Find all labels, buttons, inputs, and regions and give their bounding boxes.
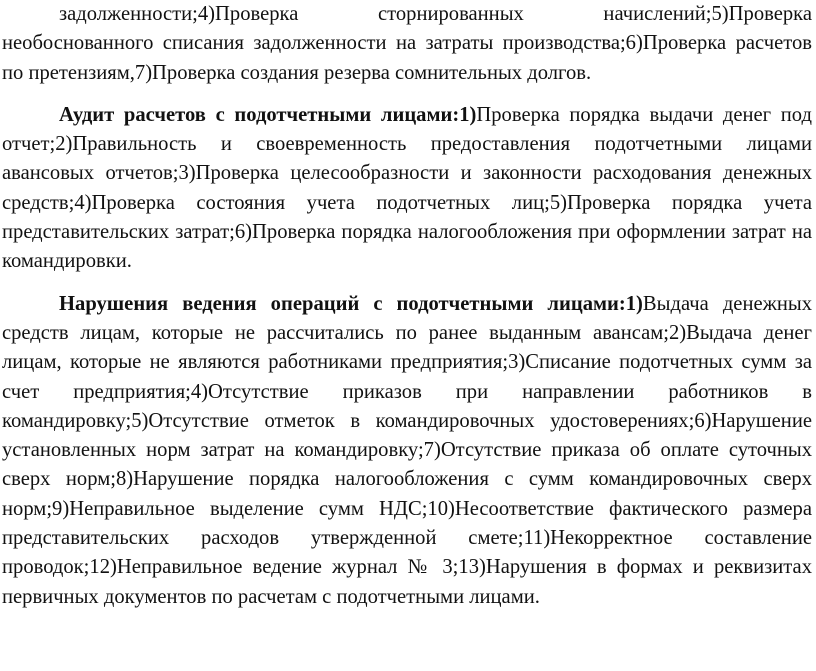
paragraph-text: Выдача денежных средств лицам, которые не рассчитались по ранее выданным авансам;2)Выдача денег лицам, которые не являются работниками предприятия;3)Списание подотчетных сумм за счет предприятия;4)Отсутствие приказов при направлении работников в командировку;5)Отсутствие отметок в командировочных удостоверениях;6)Нарушение установленных норм затрат на командировку;7)Отсутствие приказа об оплате суточных сверх норм;8)Нарушение порядка налогообложения с сумм командировочных сверх норм;9)Неправильное выделение сумм НДС;10)Несоответствие фактического размера представительских расходов утвержденной смете;11)Некорректное составление проводок;12)Неправильное ведение журнал № 3;13)Нарушения в формах и реквизитах первичных документов по расчетам с подотчетными лицами. — [2, 292, 812, 608]
paragraph-receivables-audit — [2, 0, 812, 88]
paragraph-heading: Аудит расчетов с подотчетными лицами:1) — [59, 103, 477, 126]
paragraph-gap — [2, 88, 812, 101]
paragraph-text: задолженности;4)Проверка сторнированных начислений;5)Проверка необоснованного списания задолженности на затраты производства;6)Проверка расчетов по претензиям,7)Проверка создания резерва сомнительных долгов. — [2, 3, 812, 84]
paragraph-gap — [2, 277, 812, 290]
paragraph-text: Проверка порядка выдачи денег под отчет;2)Правильность и своевременность предоставления подотчетными лицами авансовых отчетов;3)Проверка целесообразности и законности расходования денежных средств;4)Проверка состояния учета подотчетных лиц;5)Проверка порядка учета представительских затрат;6)Проверка порядка налогообложения при оформлении затрат на командировки. — [2, 103, 812, 273]
paragraph-heading: Нарушения ведения операций с подотчетными лицами:1) — [59, 292, 643, 315]
paragraph-accountable-persons-audit — [2, 101, 812, 277]
paragraph-accountable-persons-violations — [2, 290, 812, 612]
